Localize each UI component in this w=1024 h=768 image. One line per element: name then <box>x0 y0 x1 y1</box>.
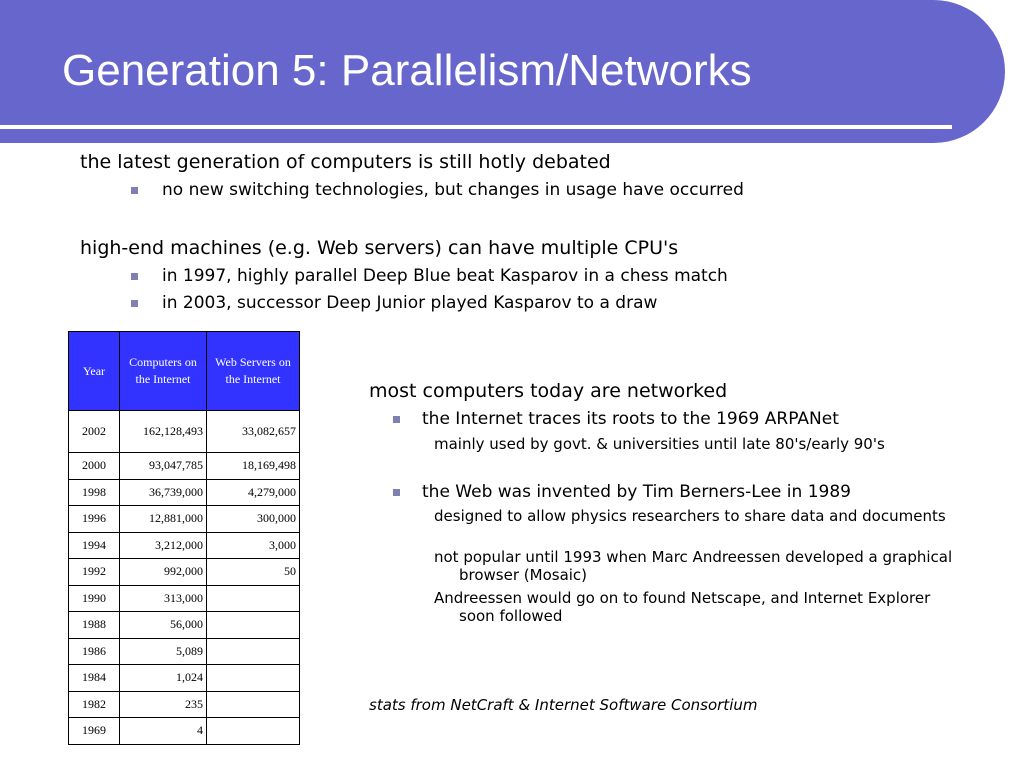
internet-stats-table <box>68 331 300 745</box>
table-row <box>69 559 300 586</box>
year-cell: 1992 <box>69 559 120 586</box>
year-cell: 1969 <box>69 718 120 745</box>
square-bullet-icon <box>393 489 400 496</box>
point-networked: most computers today are networked <box>369 380 728 402</box>
subpoint-switching: no new switching technologies, but changes in usage have occurred <box>162 180 744 200</box>
table-row <box>69 612 300 639</box>
header-year: Year <box>69 332 120 411</box>
servers-cell: 50 <box>207 559 300 586</box>
table-row <box>69 665 300 692</box>
table-row <box>69 453 300 480</box>
table-row <box>69 585 300 612</box>
servers-cell: 300,000 <box>207 506 300 533</box>
computers-cell: 93,047,785 <box>120 453 207 480</box>
servers-cell: 18,169,498 <box>207 453 300 480</box>
year-cell: 1982 <box>69 691 120 718</box>
detail-physics-researchers: designed to allow physics researchers to share data and documents <box>434 507 946 525</box>
year-cell: 2000 <box>69 453 120 480</box>
subpoint-web-invented: the Web was invented by Tim Berners-Lee in 1989 <box>422 482 851 502</box>
point-latest-generation: the latest generation of computers is still hotly debated <box>80 151 611 173</box>
table-row <box>69 479 300 506</box>
year-cell: 1994 <box>69 532 120 559</box>
computers-cell: 1,024 <box>120 665 207 692</box>
header-web-servers: Web Servers on the Internet <box>207 332 300 411</box>
computers-cell: 313,000 <box>120 585 207 612</box>
detail-netscape: Andreessen would go on to found Netscape, and Internet Explorer soon followed <box>434 589 931 625</box>
year-cell: 1990 <box>69 585 120 612</box>
servers-cell <box>207 612 300 639</box>
year-cell: 2002 <box>69 411 120 453</box>
subpoint-arpanet: the Internet traces its roots to the 1969 ARPANet <box>422 409 839 429</box>
servers-cell <box>207 585 300 612</box>
servers-cell: 4,279,000 <box>207 479 300 506</box>
table-row <box>69 691 300 718</box>
square-bullet-icon <box>131 273 138 280</box>
computers-cell: 235 <box>120 691 207 718</box>
servers-cell <box>207 665 300 692</box>
table-row <box>69 506 300 533</box>
square-bullet-icon <box>131 300 138 307</box>
year-cell: 1996 <box>69 506 120 533</box>
table-header-row <box>69 332 300 411</box>
servers-cell: 33,082,657 <box>207 411 300 453</box>
square-bullet-icon <box>131 187 138 194</box>
servers-cell <box>207 718 300 745</box>
header-computers: Computers on the Internet <box>120 332 207 411</box>
square-bullet-icon <box>393 416 400 423</box>
year-cell: 1984 <box>69 665 120 692</box>
computers-cell: 5,089 <box>120 638 207 665</box>
computers-cell: 4 <box>120 718 207 745</box>
computers-cell: 162,128,493 <box>120 411 207 453</box>
subpoint-deep-junior: in 2003, successor Deep Junior played Kasparov to a draw <box>162 293 658 313</box>
computers-cell: 12,881,000 <box>120 506 207 533</box>
slide-title: Generation 5: Parallelism/Networks <box>62 46 752 95</box>
computers-cell: 56,000 <box>120 612 207 639</box>
year-cell: 1998 <box>69 479 120 506</box>
point-high-end-machines: high-end machines (e.g. Web servers) can have multiple CPU's <box>80 237 679 259</box>
computers-cell: 992,000 <box>120 559 207 586</box>
detail-govt-universities: mainly used by govt. & universities until late 80's/early 90's <box>434 435 885 453</box>
computers-cell: 3,212,000 <box>120 532 207 559</box>
table-row <box>69 718 300 745</box>
computers-cell: 36,739,000 <box>120 479 207 506</box>
year-cell: 1986 <box>69 638 120 665</box>
servers-cell <box>207 638 300 665</box>
table-row <box>69 638 300 665</box>
servers-cell <box>207 691 300 718</box>
subpoint-deep-blue: in 1997, highly parallel Deep Blue beat Kasparov in a chess match <box>162 266 728 286</box>
title-divider <box>0 125 952 129</box>
year-cell: 1988 <box>69 612 120 639</box>
table-row <box>69 411 300 453</box>
detail-mosaic: not popular until 1993 when Marc Andreessen developed a graphical browser (Mosaic) <box>434 548 953 584</box>
table-row <box>69 532 300 559</box>
servers-cell: 3,000 <box>207 532 300 559</box>
source-note: stats from NetCraft & Internet Software Consortium <box>369 696 758 714</box>
